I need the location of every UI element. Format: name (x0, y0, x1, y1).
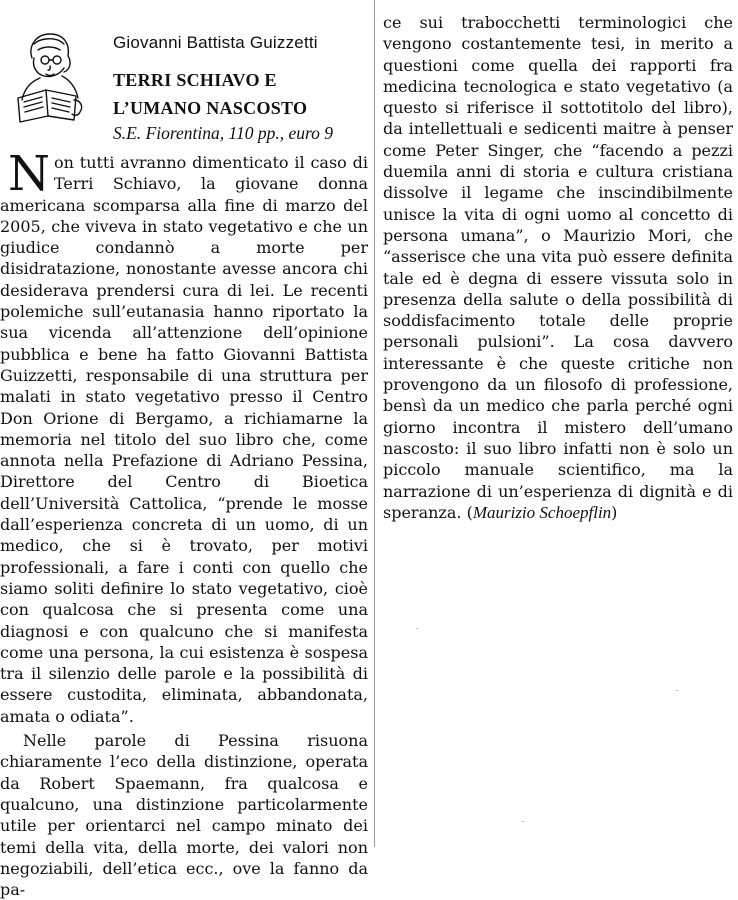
column-divider (374, 0, 375, 847)
book-title-line-1: TERRI SCHIAVO E (113, 70, 277, 90)
book-header (0, 0, 368, 150)
reading-person-icon (10, 28, 90, 123)
dropcap: N (8, 146, 50, 202)
article-paragraph-1 (0, 146, 368, 727)
author-signature: Maurizio Schoepflin (472, 502, 612, 522)
paragraph-3-text: ce sui trabocchetti terminologici che vengono costantemente tesi, in merito a questioni come quella dei rapporti fra medicina tecnologica e stato vegetativo (a questo si riferisce il sottotitolo del libro), da intellettuali e sedicenti maitre à penser come Peter Singer, che “facendo a pezzi duemila anni di storia e cultura cristiana dissolve il legame che inscindibilmente unisce la vita di ogni uomo al concetto di persona umana”, o Maurizio Mori, che “asserisce che una vita può essere definita tale ed è degna di essere vissuta solo in presenza della salute o della possibilità di soddisfacimento totale delle proprie personali pulsioni”. La cosa davvero interessante è che queste critiche non provengono da un filosofo di professione, bensì da un medico che parla perché ogni giorno incontra il mistero dell’umano nascosto: il suo libro infatti non è solo un piccolo manuale scientifico, ma la narrazione di un’esperienza di dignità e di speranza. (383, 13, 733, 522)
publication-info: S.E. Fiorentina, 110 pp., euro 9 (113, 123, 334, 143)
scan-speck (522, 821, 524, 822)
paragraph-1-text: on tutti avranno dimenticato il caso di Terri Schiavo, la giovane donna americana scomparsa alla fine di marzo del 2005, che viveva in stato vegetativo e che un giudice condannò a morte per disidratazione, nonostante avesse ancora chi desiderava prendersi cura di lei. Le recenti polemiche sull’eutanasia hanno riportato la sua vicenda all’attenzione dell’opinione pubblica e bene ha fatto Giovanni Battista Guizzetti, responsabile di una struttura per malati in stato vegetativo presso il Centro Don Orione di Bergamo, a richiamarne la memoria nel titolo del suo libro che, come annota nella Prefazione di Adriano Pessina, Direttore del Centro di Bioetica dell’Università Cattolica, “prende le mosse dall’esperienza concreta di un uomo, di un medico, che si è trovato, per motivi professionali, a fare i conti con quello che siamo soliti definire lo stato vegetativo, cioè con qualcosa che si presenta come una diagnosi e con qualcuno che si manifesta come una persona, la cui esistenza è sospesa tra il silenzio delle parole e la possibilità di essere custodita, eliminata, abbandonata, amata o odiata”. (0, 153, 368, 726)
scan-speck (676, 690, 678, 691)
signature-open: ( (466, 502, 473, 522)
signature-close: ) (611, 502, 618, 522)
article-paragraph-3 (383, 12, 733, 523)
book-title (113, 66, 307, 122)
book-author: Giovanni Battista Guizzetti (113, 33, 318, 52)
right-column (383, 12, 733, 523)
book-title-line-2: L’UMANO NASCOSTO (113, 98, 308, 118)
article-body-left (0, 146, 368, 900)
article-paragraph-2: Nelle parole di Pessina risuona chiaramente l’eco della distinzione, operata da Robert Spaemann, fra qualcosa e qualcuno, una distinzione particolarmente utile per orientarci nel campo minato dei temi della vita, della morte, dei valori non negoziabili, dell’etica ecc., ove la fanno da pa- (0, 731, 368, 900)
scan-speck (416, 628, 418, 629)
